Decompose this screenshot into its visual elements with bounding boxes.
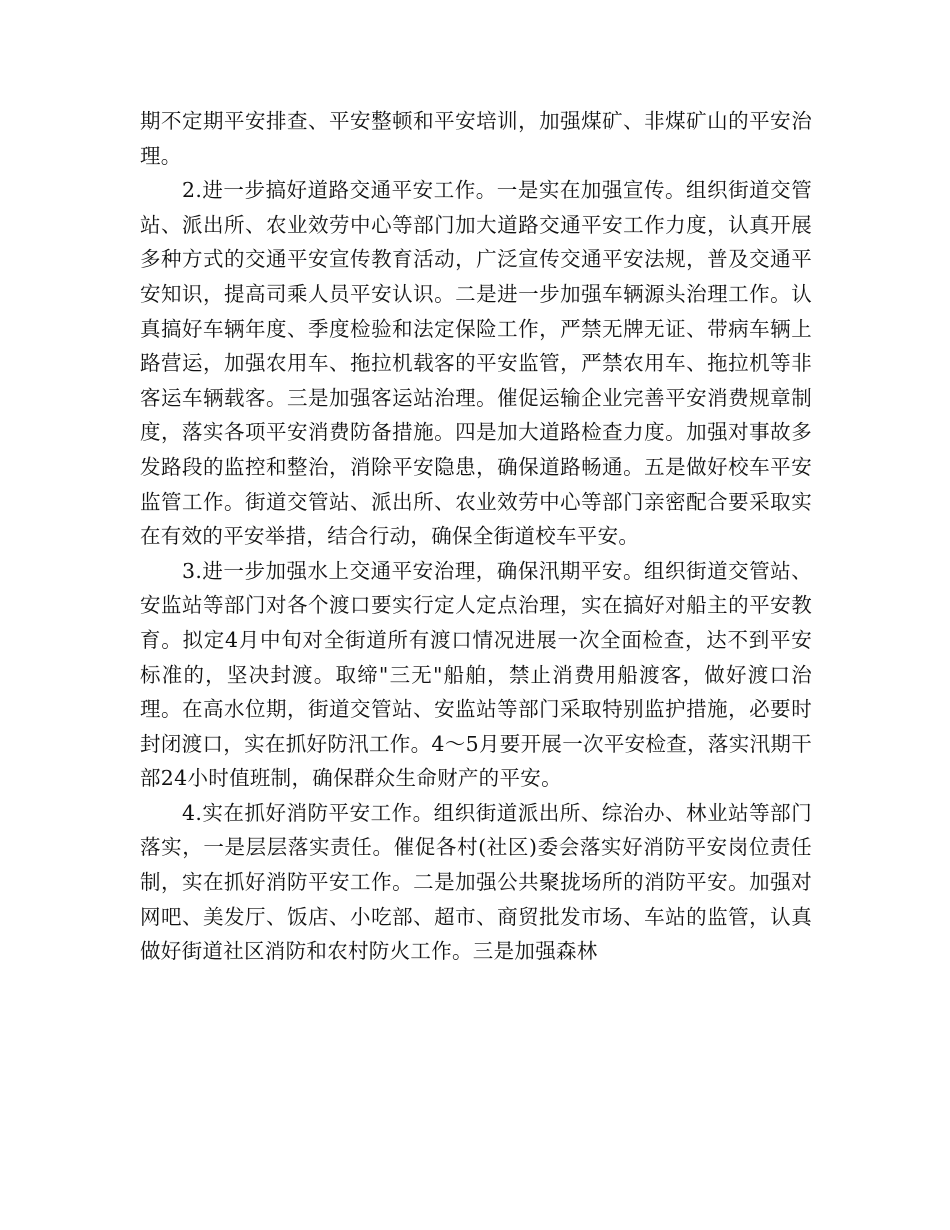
paragraph-3: 3.进一步加强水上交通平安治理，确保汛期平安。组织街道交管站、安监站等部门对各个渡口要实行定人定点治理，实在搞好对船主的平安教育。拟定4月中旬对全街道所有渡口情况进展一次全面检查，达不到平安标准的，坚决封渡。取缔"三无"船舶，禁止消费用船渡客，做好渡口治理。在高水位期，街道交管站、安监站等部门采取特别监护措施，必要时封闭渡口，实在抓好防汛工作。4～5月要开展一次平安检查，落实汛期干部24小时值班制，确保群众生命财产的平安。: [140, 558, 812, 791]
document-page: [140, 104, 812, 969]
paragraph-1: 期不定期平安排查、平安整顿和平安培训，加强煤矿、非煤矿山的平安治理。: [140, 109, 812, 168]
paragraph-4: 4.实在抓好消防平安工作。组织街道派出所、综治办、林业站等部门落实，一是层层落实责任。催促各村(社区)委会落实好消防平安岗位责任制，实在抓好消防平安工作。二是加强公共聚拢场所的消防平安。加强对网吧、美发厅、饭店、小吃部、超市、商贸批发市场、车站的监管，认真做好街道社区消防和农村防火工作。三是加强森林: [140, 800, 812, 964]
paragraph-2: 2.进一步搞好道路交通平安工作。一是实在加强宣传。组织街道交管站、派出所、农业效劳中心等部门加大道路交通平安工作力度，认真开展多种方式的交通平安宣传教育活动，广泛宣传交通平安法规，普及交通平安知识，提高司乘人员平安认识。二是进一步加强车辆源头治理工作。认真搞好车辆年度、季度检验和法定保险工作，严禁无牌无证、带病车辆上路营运，加强农用车、拖拉机载客的平安监管，严禁农用车、拖拉机等非客运车辆载客。三是加强客运站治理。催促运输企业完善平安消费规章制度，落实各项平安消费防备措施。四是加大道路检查力度。加强对事故多发路段的监控和整治，消除平安隐患，确保道路畅通。五是做好校车平安监管工作。街道交管站、派出所、农业效劳中心等部门亲密配合要采取实在有效的平安举措，结合行动，确保全街道校车平安。: [140, 178, 812, 549]
